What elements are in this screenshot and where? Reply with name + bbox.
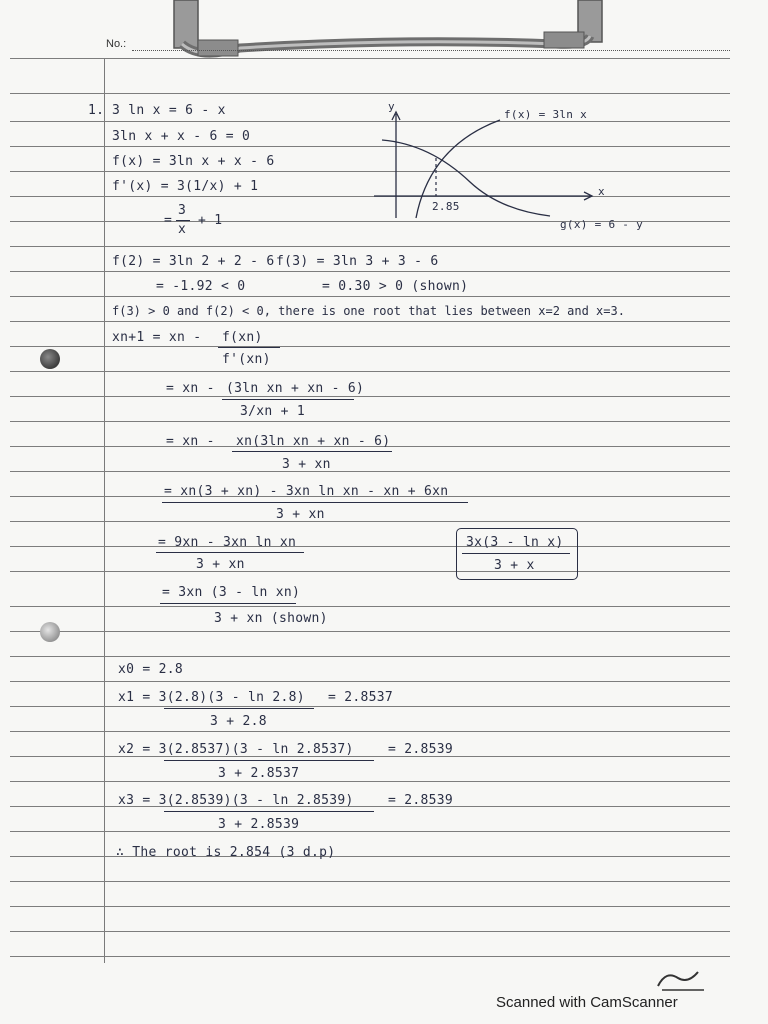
iteration-value: = 2.8537 [328, 690, 394, 705]
rule-line [10, 246, 730, 247]
rule-line [10, 421, 730, 422]
fraction-numerator: xn(3ln xn + xn - 6) [236, 434, 391, 449]
fraction-numerator: f(xn) [222, 330, 263, 345]
fraction-bar [218, 347, 280, 348]
fraction-denominator: 3 + 2.8539 [218, 817, 300, 832]
fraction-denominator: 3 + 2.8537 [218, 766, 300, 781]
rule-line [10, 346, 730, 347]
fraction-numerator: = 3xn (3 - ln xn) [162, 585, 301, 600]
evaluation-line: f(2) = 3ln 2 + 2 - 6 [112, 254, 275, 269]
evaluation-line: f(3) = 3ln 3 + 3 - 6 [276, 254, 439, 269]
evaluation-line: = -1.92 < 0 [156, 279, 246, 294]
rule-line [10, 906, 730, 907]
fraction-numerator: x3 = 3(2.8539)(3 - ln 2.8539) [118, 793, 354, 808]
equation-line: f'(x) = 3(1/x) + 1 [112, 179, 259, 194]
rule-line [10, 296, 730, 297]
rule-line [10, 681, 730, 682]
newton-formula-lhs: xn+1 = xn - [112, 330, 202, 345]
rule-line [10, 831, 730, 832]
fraction-bar [164, 760, 374, 761]
fraction-denominator: f'(xn) [222, 352, 271, 367]
graph-f-label: f(x) = 3ln x [504, 108, 588, 121]
fraction-prefix: = [164, 213, 173, 228]
fraction-denominator: 3 + xn [196, 557, 245, 572]
equation-line: 3 ln x = 6 - x [112, 103, 226, 118]
rule-line [10, 546, 730, 547]
graph-root-tick-label: 2.85 [432, 200, 460, 213]
rule-line [10, 731, 730, 732]
rule-line [10, 271, 730, 272]
equation-line: 3ln x + x - 6 = 0 [112, 129, 251, 144]
rule-line [10, 656, 730, 657]
fraction-denominator: 3 + xn [282, 457, 331, 472]
fraction-denominator: 3 + xn (shown) [214, 611, 328, 626]
fraction-bar [160, 603, 296, 604]
rule-line [10, 956, 730, 957]
final-answer: ∴ The root is 2.854 (3 d.p) [116, 845, 336, 860]
margin-line [104, 58, 105, 963]
rule-line [10, 606, 730, 607]
graph-g-label: g(x) = 6 - y [560, 218, 644, 231]
derivation-step: = xn - [166, 434, 215, 449]
fraction-bar [232, 451, 392, 452]
rule-line [10, 571, 730, 572]
evaluation-line: = 0.30 > 0 (shown) [322, 279, 469, 294]
fraction-bar [162, 502, 468, 503]
fraction-bar [156, 552, 304, 553]
rule-line [10, 881, 730, 882]
rule-line [10, 471, 730, 472]
derivation-step: = xn - [166, 381, 215, 396]
fraction-numerator: 3 [178, 203, 187, 218]
fraction-denominator: 3/xn + 1 [240, 404, 306, 419]
fraction-numerator: x1 = 3(2.8)(3 - ln 2.8) [118, 690, 305, 705]
answer-box-numerator: 3x(3 - ln x) [466, 535, 564, 550]
rule-line [10, 631, 730, 632]
fraction-suffix: + 1 [198, 213, 223, 228]
graph-y-label: y [388, 100, 395, 113]
answer-box-denominator: 3 + x [494, 558, 535, 573]
rule-line [10, 521, 730, 522]
rule-line [10, 321, 730, 322]
question-number: 1. [88, 103, 105, 118]
answer-box-bar [462, 553, 570, 554]
fraction-bar [164, 811, 374, 812]
fraction-bar [222, 399, 354, 400]
page-number-label: No.: [106, 38, 127, 50]
punch-hole [40, 622, 60, 642]
fraction-denominator: x [178, 222, 187, 237]
iteration-value: = 2.8539 [388, 793, 454, 808]
fraction-denominator: 3 + xn [276, 507, 325, 522]
graph-linear-curve [382, 140, 550, 216]
conclusion-line: f(3) > 0 and f(2) < 0, there is one root that lies between x=2 and x=3. [112, 304, 625, 318]
scanner-watermark: Scanned with CamScanner [496, 994, 678, 1011]
rule-line [10, 93, 730, 94]
rule-line [10, 371, 730, 372]
camscanner-logo-icon [654, 966, 714, 994]
rule-line [10, 706, 730, 707]
iteration-line: x0 = 2.8 [118, 662, 184, 677]
fraction-bar [176, 220, 190, 221]
fraction-numerator: x2 = 3(2.8537)(3 - ln 2.8537) [118, 742, 354, 757]
rule-line [10, 931, 730, 932]
fraction-numerator: = xn(3 + xn) - 3xn ln xn - xn + 6xn [164, 484, 449, 499]
fraction-numerator: (3ln xn + xn - 6) [226, 381, 365, 396]
rule-line [10, 396, 730, 397]
graph-x-label: x [598, 185, 605, 198]
rule-line [10, 58, 730, 59]
punch-hole [40, 349, 60, 369]
fraction-numerator: = 9xn - 3xn ln xn [158, 535, 297, 550]
fraction-bar [164, 708, 314, 709]
fraction-denominator: 3 + 2.8 [210, 714, 267, 729]
page-number-dotted-line [132, 50, 730, 51]
rule-line [10, 781, 730, 782]
equation-line: f(x) = 3ln x + x - 6 [112, 154, 275, 169]
binder-clip [0, 0, 768, 70]
iteration-value: = 2.8539 [388, 742, 454, 757]
